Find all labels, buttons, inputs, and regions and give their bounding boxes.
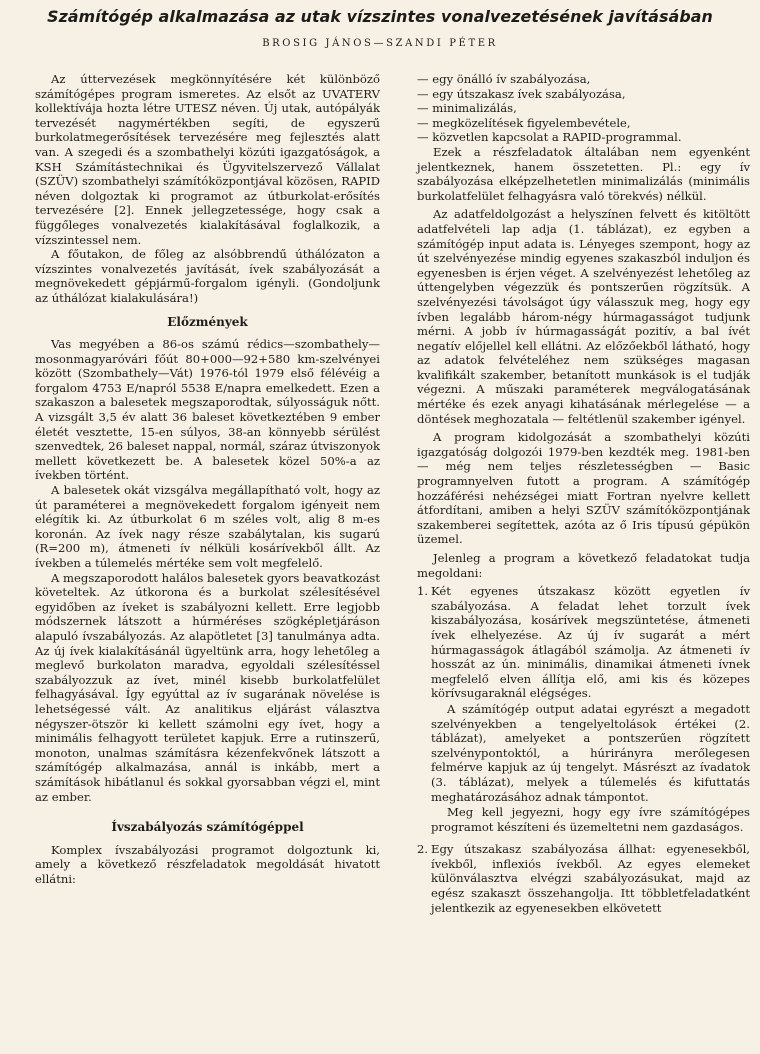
paragraph: Vas megyében a 86-os számú rédics—szombathely—mosonmagyaróvári főút 80+000—92+580 km-szelvényei között (Szombathely—Vát) 1976-tól 1979 első félévéig a forgalom 4753 E/napról 5538 E/napra emelkedett. Ezen a szakaszon a balesetek megszaporodtak, súlyosságuk nőtt. A vizsgált 3,5 év alatt 36 baleset következtében 9 ember életét vesztette, 15-en súlyos, 38-an könnyebb sérülést szenvedtek, 26 baleset nappal, normál, száraz útviszonyok mellett következett be. A balesetek közel 50%-a az ívekben történt. xyxy=(35,337,380,483)
section-heading-elozmenyek: Előzmények xyxy=(167,314,248,329)
task-list xyxy=(417,72,750,145)
list-item: — egy útszakasz ívek szabályozása, xyxy=(417,87,750,102)
list-item: — közvetlen kapcsolat a RAPID-programmal. xyxy=(417,130,750,145)
paragraph: Meg kell jegyezni, hogy egy ívre számítógépes programot készíteni és üzemeltetni nem gazdaságos. xyxy=(431,805,750,834)
paragraph: Két egyenes útszakasz között egyetlen ív szabályozása. A feladat lehet torzult ívek kiszabályozása, kosárívek megszüntetése, átmeneti ívek elhelyezése. Az új ív sugarát a mért húrmagasságok átlagából számolja. Az átmeneti ív hosszát az ún. minimális, dinamikai átmeneti ívnek megfelelő elven állítja elő, ami kis és közepes körívsugaraknál elégséges. xyxy=(431,584,750,701)
paragraph: Az úttervezések megkönnyítésére két különböző számítógépes program ismeretes. Az elsőt az UVATERV kollektívája hozta létre UTESZ néven. Új utak, autópályák tervezését nagymértékben segíti, de egyszerű burkolatmegerősítések tervezésére meg fejlesztés alatt van. A szegedi és a szombathelyi közúti igazgatóságok, a KSH Számítástechnikai és Ügyvitelszervező Vállalat (SZÜV) szombathelyi számítóközpontjával közösen, RAPID néven dolgoztak ki programot az útburkolat-erősítés tervezésére [2]. Ennek jellegzetessége, hogy csak a függőleges vonalvezetés kialakításával foglalkozik, a vízszintessel nem. xyxy=(35,72,380,247)
list-item: — megközelítések figyelembevétele, xyxy=(417,116,750,131)
paragraph: Egy útszakasz szabályozása állhat: egyenesekből, ívekből, inflexiós ívekből. Az egyes elemeket különválasztva elvégzi szabályozásukat, majd az egész szakaszt összehangolja. Itt többletfeladatként jelentkezik az egyenesekben elkövetett xyxy=(431,842,750,915)
paragraph: A számítógép output adatai egyrészt a megadott szelvényekben a tengelyeltolások értékei (2. táblázat), amelyeket a pontszerűen rögzített szelvénypontoktól, a húrirányra merőlegesen felmérve kapjuk az új tengelyt. Másrészt az ívadatok (3. táblázat), melyek a túlemelés és kifuttatás meghatározásához adnak támpontot. xyxy=(431,701,750,804)
paragraph: A megszaporodott halálos balesetek gyors beavatkozást követeltek. Az útkorona és a burkolat szélesítésével egyidőben az íveket is szabályozni kellett. Erre legjobb módszernek látszott a húrméréses szögképletjáráson alapuló ívszabályozás. Az alapötletet [3] tanulmánya adta. Az új ívek kialakításánál ügyeltünk arra, hogy lehetőleg a meglevő burkolaton maradva, egyoldali szélesítéssel szabályozzuk az ívet, minél kisebb burkolatfelület felhagyásával. Így egyúttal az ív sugarának növelése is lehetségessé vált. Az analitikus eljárást választva négyszer-ötször ki kellett számolni egy ívet, hogy a minimális felhagyott területet kapjuk. Erre a rutinszerű, monoton, unalmas számításra kézenfekvőnek látszott a számítógép alkalmazása, annál is inkább, mert a számítások hibátlanul és sokkal gyorsabban végzi el, mint az ember. xyxy=(35,570,380,804)
list-item: — egy önálló ív szabályozása, xyxy=(417,72,750,87)
list-item: — minimalizálás, xyxy=(417,101,750,116)
paragraph: Az adatfeldolgozást a helyszínen felvett és kitöltött adatfelvételi lap adja (1. táblázat), ez egyben a számítógép input adata is. Lényeges szempont, hogy az út szelvényezése mindig egyenes szakaszból induljon és egyenesben is érjen véget. A szelvényezést lehetőleg az úttengelyben végezzük és pontszerűen rögzítsük. A szelvényezési távolságot úgy válasszuk meg, hogy egy ívben legalább három-négy húrmagasságot tudjunk mérni. A jobb ív húrmagasságát pozitív, a bal ívét negatív előjellel kell ellátni. Az előzőekből látható, hogy az adatok felvételéhez nem szükséges magasan kvalifikált szakember, betanított munkások is el tudják végezni. A műszaki paraméterek megválogatásának mértéke és ezek anyagi kihatásának mérlegelése — a döntések meghozatala — feltétlenül szakember igényel. xyxy=(417,207,750,426)
section-heading-ivszabalyozas: Ívszabályozás számítógéppel xyxy=(111,820,304,835)
article-authors: BROSIG JÁNOS—SZANDI PÉTER xyxy=(262,38,498,49)
paragraph: A balesetek okát vizsgálva megállapítható volt, hogy az út paraméterei a megnövekedett forgalom igényeit nem elégítik ki. Az útburkolat 6 m széles volt, alig 8 m-es koronán. Az ívek nagy része szabálytalan, kis sugarú (R=200 m), átmeneti ív nélküli kosárívekből állt. Az ívekben a túlemelés mértéke sem volt megfelelő. xyxy=(35,483,380,570)
list-number: 2. xyxy=(417,842,429,857)
paragraph: Jelenleg a program a következő feladatokat tudja megoldani: xyxy=(417,551,750,580)
paragraph: Ezek a részfeladatok általában nem egyenként jelentkeznek, hanem összetetten. Pl.: egy ív szabályozása elképzelhetetlen minimalizálás (minimális burkolatfelület felhagyásra való törekvés) nélkül. xyxy=(417,144,750,203)
list-item xyxy=(417,584,750,834)
paragraph: A főutakon, de főleg az alsóbbrendű úthálózaton a vízszintes vonalvezetés javítását, ívek szabályozását a megnövekedett gépjármű-forgalom igényli. (Gondoljunk az úthálózat kialakulására!) xyxy=(35,247,380,305)
list-number: 1. xyxy=(417,584,429,599)
list-item xyxy=(417,842,750,915)
paragraph: A program kidolgozását a szombathelyi közúti igazgatóság dolgozói 1979-ben kezdték meg. 1981-ben — még nem teljes részletességben — Basic programnyelven futott a program. A számítógép hozzáférési nehézségei miatt Fortran nyelvre kellett átfordítani, amiben a helyi SZÜV számítóközpontjának szakemberei segítettek, azóta az ő Iris típusú gépükön üzemel. xyxy=(417,430,750,547)
paragraph: Komplex ívszabályozási programot dolgoztunk ki, amely a következő részfeladatok megoldását hivatott ellátni: xyxy=(35,842,380,886)
numbered-list xyxy=(417,584,750,915)
article-title: Számítógép alkalmazása az utak vízszintes vonalvezetésének javításában xyxy=(47,7,713,26)
right-column xyxy=(417,72,750,923)
left-column xyxy=(35,72,380,886)
